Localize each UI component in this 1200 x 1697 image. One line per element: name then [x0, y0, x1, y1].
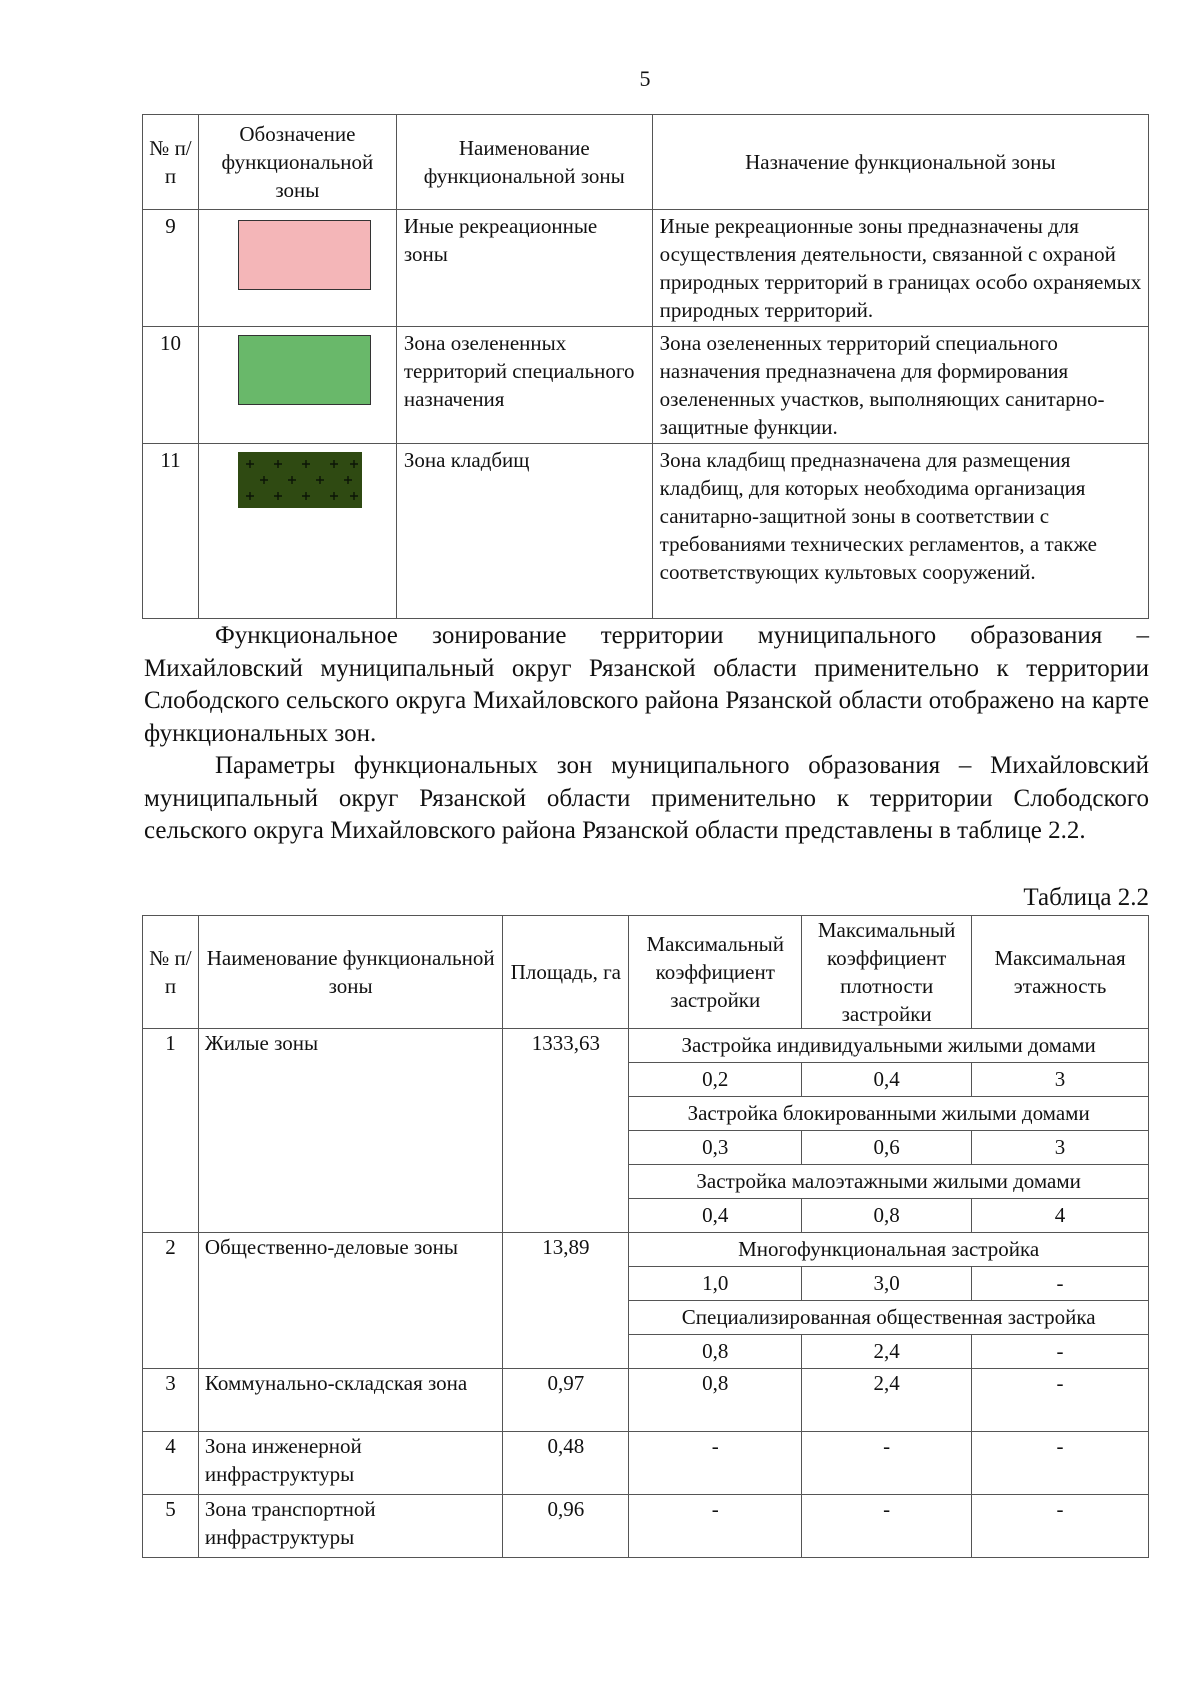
- row-num: 11: [143, 444, 199, 619]
- value-floors: 3: [972, 1131, 1149, 1165]
- value-build: 0,8: [629, 1335, 802, 1369]
- symbol-cell: [198, 444, 396, 619]
- header-area: Площадь, га: [503, 916, 629, 1029]
- value-build: 0,4: [629, 1199, 802, 1233]
- zone-name: Зона транспортной инфраструктуры: [198, 1495, 503, 1558]
- row-num: 1: [143, 1029, 199, 1233]
- value-build: 0,8: [629, 1369, 802, 1432]
- body-text: [144, 620, 1149, 848]
- recreation-zone-swatch: [238, 220, 371, 290]
- header-name: Наименование функциональной зоны: [396, 115, 652, 210]
- value-floors: -: [972, 1495, 1149, 1558]
- value-density: -: [802, 1432, 972, 1495]
- zone-name: Общественно-деловые зоны: [198, 1233, 503, 1369]
- zone-area: 0,97: [503, 1369, 629, 1432]
- value-build: 0,2: [629, 1063, 802, 1097]
- table-header-row: [143, 916, 1149, 1029]
- paragraph: Параметры функциональных зон муниципального образования – Михайловский муниципальный округ Рязанской области применительно к территории Слободского сельского округа Михайловского района Рязанской области представлены в таблице 2.2.: [144, 752, 1149, 844]
- row-num: 4: [143, 1432, 199, 1495]
- table-row: [143, 444, 1149, 619]
- header-max-coef-density: Максимальный коэффициент плотности застройки: [802, 916, 972, 1029]
- value-floors: 3: [972, 1063, 1149, 1097]
- row-num: 10: [143, 327, 199, 444]
- header-symbol: Обозначение функциональной зоны: [198, 115, 396, 210]
- subtype-label: Специализированная общественная застройка: [629, 1301, 1149, 1335]
- symbol-cell: [198, 327, 396, 444]
- row-num: 9: [143, 210, 199, 327]
- subtype-label: Застройка индивидуальными жилыми домами: [629, 1029, 1149, 1063]
- value-density: 3,0: [802, 1267, 972, 1301]
- zone-name: Коммунально-складская зона: [198, 1369, 503, 1432]
- paragraph: Функциональное зонирование территории муниципального образования – Михайловский муниципальный округ Рязанской области применительно к территории Слободского сельского округа Михайловского района Рязанской области отображено на карте функциональных зон.: [144, 622, 1149, 747]
- zone-name: Зона инженерной инфраструктуры: [198, 1432, 503, 1495]
- value-build: -: [629, 1432, 802, 1495]
- header-max-coef-build: Максимальный коэффициент застройки: [629, 916, 802, 1029]
- symbol-cell: [198, 210, 396, 327]
- row-num: 2: [143, 1233, 199, 1369]
- subtype-label: Застройка блокированными жилыми домами: [629, 1097, 1149, 1131]
- zone-name: Зона озелененных территорий специального назначения: [396, 327, 652, 444]
- value-floors: -: [972, 1335, 1149, 1369]
- zones-legend-table: [142, 114, 1149, 619]
- value-build: -: [629, 1495, 802, 1558]
- zone-purpose: Зона озелененных территорий специального назначения предназначена для формирования озелененных участков, выполняющих санитарно-защитные функции.: [652, 327, 1148, 444]
- table-row: [143, 1369, 1149, 1432]
- zone-area: 13,89: [503, 1233, 629, 1369]
- table-row: [143, 1029, 1149, 1063]
- zone-area: 1333,63: [503, 1029, 629, 1233]
- zone-parameters-table: [142, 915, 1149, 1558]
- zone-area: 0,48: [503, 1432, 629, 1495]
- value-density: 0,4: [802, 1063, 972, 1097]
- zone-purpose: Иные рекреационные зоны предназначены для осуществления деятельности, связанной с охраной природных территорий в границах особо охраняемых природных территорий.: [652, 210, 1148, 327]
- cemetery-zone-swatch: [238, 452, 362, 508]
- green-zone-swatch: [238, 335, 371, 405]
- header-num: № п/п: [143, 115, 199, 210]
- value-density: 0,8: [802, 1199, 972, 1233]
- header-max-floors: Максимальная этажность: [972, 916, 1149, 1029]
- row-num: 5: [143, 1495, 199, 1558]
- zone-name: Иные рекреационные зоны: [396, 210, 652, 327]
- value-floors: -: [972, 1432, 1149, 1495]
- zone-name: Жилые зоны: [198, 1029, 503, 1233]
- table-caption: Таблица 2.2: [1023, 884, 1149, 911]
- subtype-label: Застройка малоэтажными жилыми домами: [629, 1165, 1149, 1199]
- subtype-label: Многофункциональная застройка: [629, 1233, 1149, 1267]
- value-floors: -: [972, 1369, 1149, 1432]
- value-build: 1,0: [629, 1267, 802, 1301]
- value-floors: 4: [972, 1199, 1149, 1233]
- value-build: 0,3: [629, 1131, 802, 1165]
- header-num: № п/п: [143, 916, 199, 1029]
- table-row: [143, 1233, 1149, 1267]
- value-floors: -: [972, 1267, 1149, 1301]
- value-density: 0,6: [802, 1131, 972, 1165]
- zone-name: Зона кладбищ: [396, 444, 652, 619]
- row-num: 3: [143, 1369, 199, 1432]
- table-header-row: [143, 115, 1149, 210]
- table-row: [143, 1495, 1149, 1558]
- table-row: [143, 1432, 1149, 1495]
- table-row: [143, 327, 1149, 444]
- zone-area: 0,96: [503, 1495, 629, 1558]
- value-density: 2,4: [802, 1369, 972, 1432]
- value-density: -: [802, 1495, 972, 1558]
- table-row: [143, 210, 1149, 327]
- header-purpose: Назначение функциональной зоны: [652, 115, 1148, 210]
- zone-purpose: Зона кладбищ предназначена для размещения кладбищ, для которых необходима организация санитарно-защитной зоны в соответствии с требованиями технических регламентов, а также соответствующих культовых сооружений.: [652, 444, 1148, 619]
- value-density: 2,4: [802, 1335, 972, 1369]
- header-name: Наименование функциональной зоны: [198, 916, 503, 1029]
- page-number: 5: [639, 66, 651, 91]
